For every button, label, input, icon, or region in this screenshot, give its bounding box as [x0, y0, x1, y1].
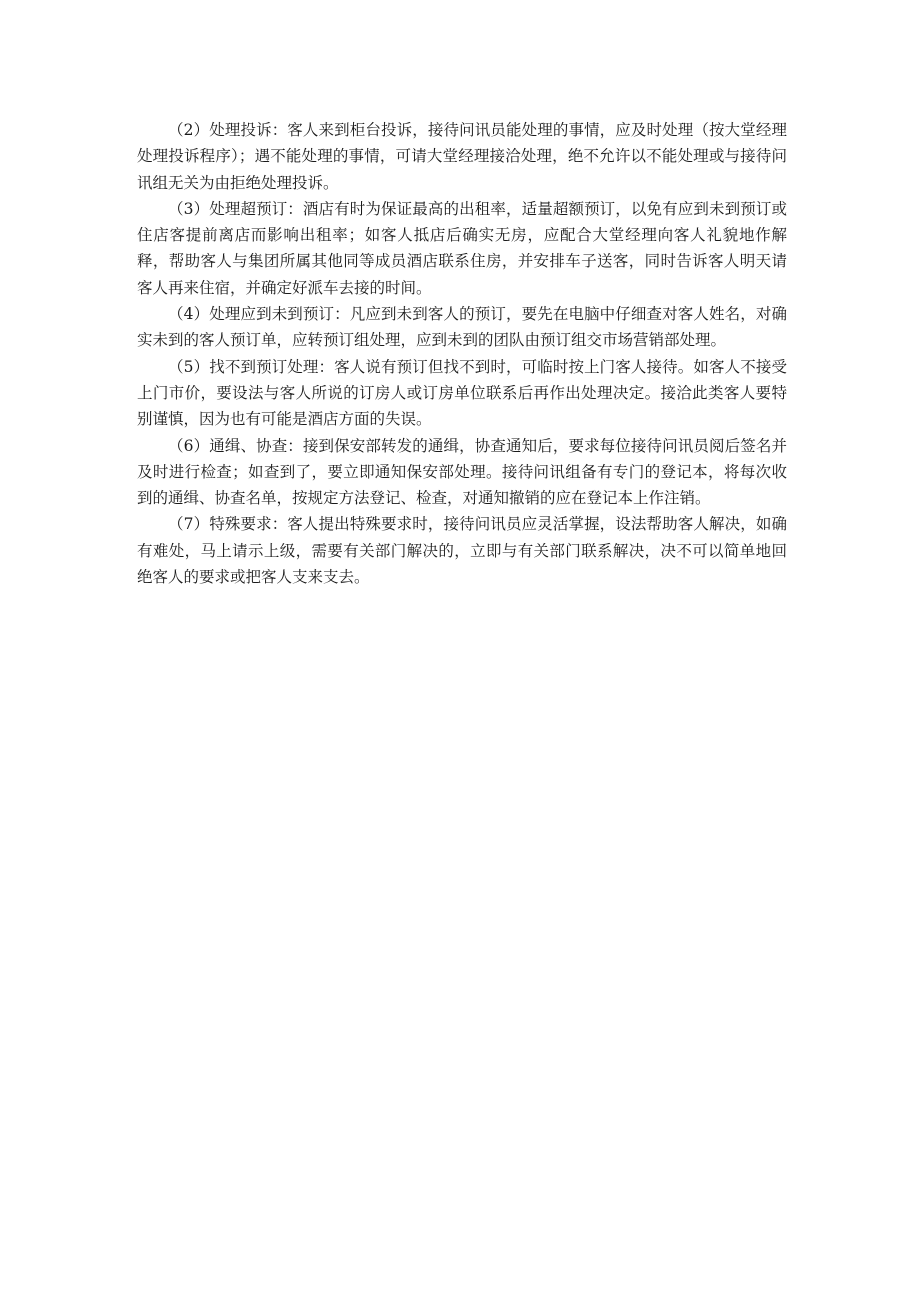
- paragraph-wanted-notice: （6）通缉、协查：接到保安部转发的通缉，协查通知后，要求每位接待问讯员阅后签名并及时进行检查；如查到了，要立即通知保安部处理。接待问讯组备有专门的登记本，将每次收到的通缉、协查名单，按规定方法登记、检查，对通知撤销的应在登记本上作注销。: [137, 436, 787, 508]
- paragraph-special-requests: （7）特殊要求：客人提出特殊要求时，接待问讯员应灵活掌握，设法帮助客人解决，如确有难处，马上请示上级，需要有关部门解决的，立即与有关部门联系解决，决不可以简单地回绝客人的要求或把客人支来支去。: [137, 515, 787, 587]
- paragraph-handle-overbooking: （3）处理超预订：酒店有时为保证最高的出租率，适量超额预订，以免有应到未到预订或住店客提前离店而影响出租率；如客人抵店后确实无房，应配合大堂经理向客人礼貌地作解释，帮助客人与集团所属其他同等成员酒店联系住房，并安排车子送客，同时告诉客人明天请客人再来住宿，并确定好派车去接的时间。: [137, 199, 787, 297]
- paragraph-handle-no-show: （4）处理应到未到预订：凡应到未到客人的预订，要先在电脑中仔细查对客人姓名，对确实未到的客人预订单，应转预订组处理，应到未到的团队由预订组交市场营销部处理。: [137, 305, 787, 350]
- paragraph-handle-complaints: （2）处理投诉：客人来到柜台投诉，接待问讯员能处理的事情，应及时处理（按大堂经理处理投诉程序）；遇不能处理的事情，可请大堂经理接洽处理，绝不允许以不能处理或与接待问讯组无关为由拒绝处理投诉。: [137, 121, 787, 192]
- paragraph-missing-reservation: （5）找不到预订处理：客人说有预订但找不到时，可临时按上门客人接待。如客人不接受上门市价，要设法与客人所说的订房人或订房单位联系后再作出处理决定。接洽此类客人要特别谨慎，因为也有可能是酒店方面的失误。: [137, 357, 787, 429]
- document-body: [137, 117, 787, 590]
